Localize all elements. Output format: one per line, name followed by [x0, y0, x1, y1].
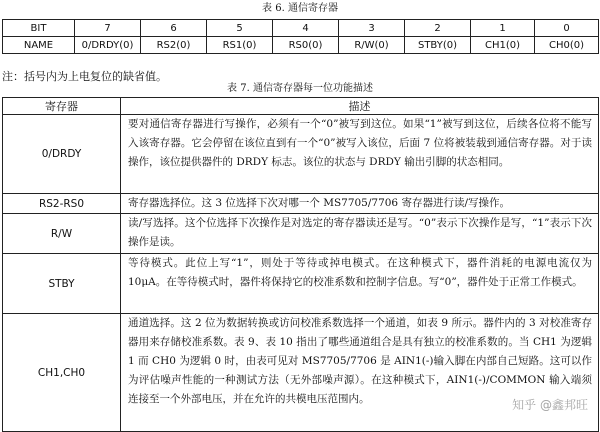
table6-caption: 表 6. 通信寄存器 [262, 3, 338, 14]
bit-cell: 4 [273, 20, 339, 37]
name-cell: RS2(0) [141, 37, 207, 54]
register-cell: 0/DRDY [3, 115, 121, 194]
bit-cell: 7 [75, 20, 141, 37]
description-cell: 等待模式。此位上写“1”，则处于等待或掉电模式。在这种模式下，器件消耗的电源电流仅为 10μA。在等待模式时，器件将保持它的校准系数和控制字信息。写“0”，器件处于正常工作模式。 [121, 254, 599, 314]
reset-default-note: 注：括号内为上电复位的缺省值。 [2, 70, 167, 83]
description-cell: 读/写选择。这个位选择下次操作是对选定的寄存器读还是写。“0”表示下次操作是写，“1”表示下次操作是读。 [121, 214, 599, 254]
description-cell: 通道选择。这 2 位为数据转换或访问校准系数选择一个通道，如表 9 所示。器件内的 3 对校准寄存器用来存储校准系数。表 9、表 10 指出了哪些通道组合是具有独立的校准系数的。当 CH1 为逻辑 1 而 CH0 为逻辑 0 时，由表可见对 MS7705/7706 是 AIN1(-)输入脚在内部自己短路。这可以作为评估噪声性能的一种测试方法（无外部噪声源）。在这种模式下，AIN1(-)/COMMON 输入端须连接至一个外部电压，并在允许的共模电压范围内。 [121, 314, 599, 432]
name-cell: STBY(0) [405, 37, 471, 54]
name-label-cell: NAME [3, 37, 75, 54]
description-cell: 寄存器选择位。这 3 位选择下次对哪一个 MS7705/7706 寄存器进行读/写操作。 [121, 194, 599, 214]
register-column-header: 寄存器 [3, 98, 121, 115]
name-cell: RS1(0) [207, 37, 273, 54]
name-cell: 0/DRDY(0) [75, 37, 141, 54]
table-header-row [3, 98, 599, 115]
zhihu-watermark: 知乎 @鑫邦旺 [512, 398, 588, 412]
table-row [3, 314, 599, 432]
bit-function-table [2, 97, 599, 432]
name-cell: R/W(0) [339, 37, 405, 54]
description-column-header: 描述 [121, 98, 599, 115]
bit-cell: 5 [207, 20, 273, 37]
description-cell: 要对通信寄存器进行写操作，必须有一个“0”被写到这位。如果“1”被写到这位，后续各位将不能写入该寄存器。它会停留在该位直到有一个“0”被写入该位，后面 7 位将被装载到通信寄存器。对于读操作，该位提供器件的 DRDY 标志。该位的状态与 DRDY 输出引脚的状态相同。 [121, 115, 599, 194]
name-cell: CH0(0) [535, 37, 599, 54]
table-row [3, 254, 599, 314]
table-row-name [3, 37, 599, 54]
register-cell: RS2-RS0 [3, 194, 121, 214]
register-cell: CH1,CH0 [3, 314, 121, 432]
bit-cell: 3 [339, 20, 405, 37]
table-row-bit [3, 20, 599, 37]
bit-cell: 2 [405, 20, 471, 37]
register-cell: STBY [3, 254, 121, 314]
table-row [3, 194, 599, 214]
bit-cell: 1 [471, 20, 535, 37]
table-row [3, 115, 599, 194]
bit-label-cell: BIT [3, 20, 75, 37]
table-row [3, 214, 599, 254]
register-cell: R/W [3, 214, 121, 254]
table7-caption: 表 7. 通信寄存器每一位功能描述 [227, 83, 373, 94]
bit-cell: 6 [141, 20, 207, 37]
bit-cell: 0 [535, 20, 599, 37]
communication-register-table [2, 19, 599, 54]
name-cell: CH1(0) [471, 37, 535, 54]
name-cell: RS0(0) [273, 37, 339, 54]
